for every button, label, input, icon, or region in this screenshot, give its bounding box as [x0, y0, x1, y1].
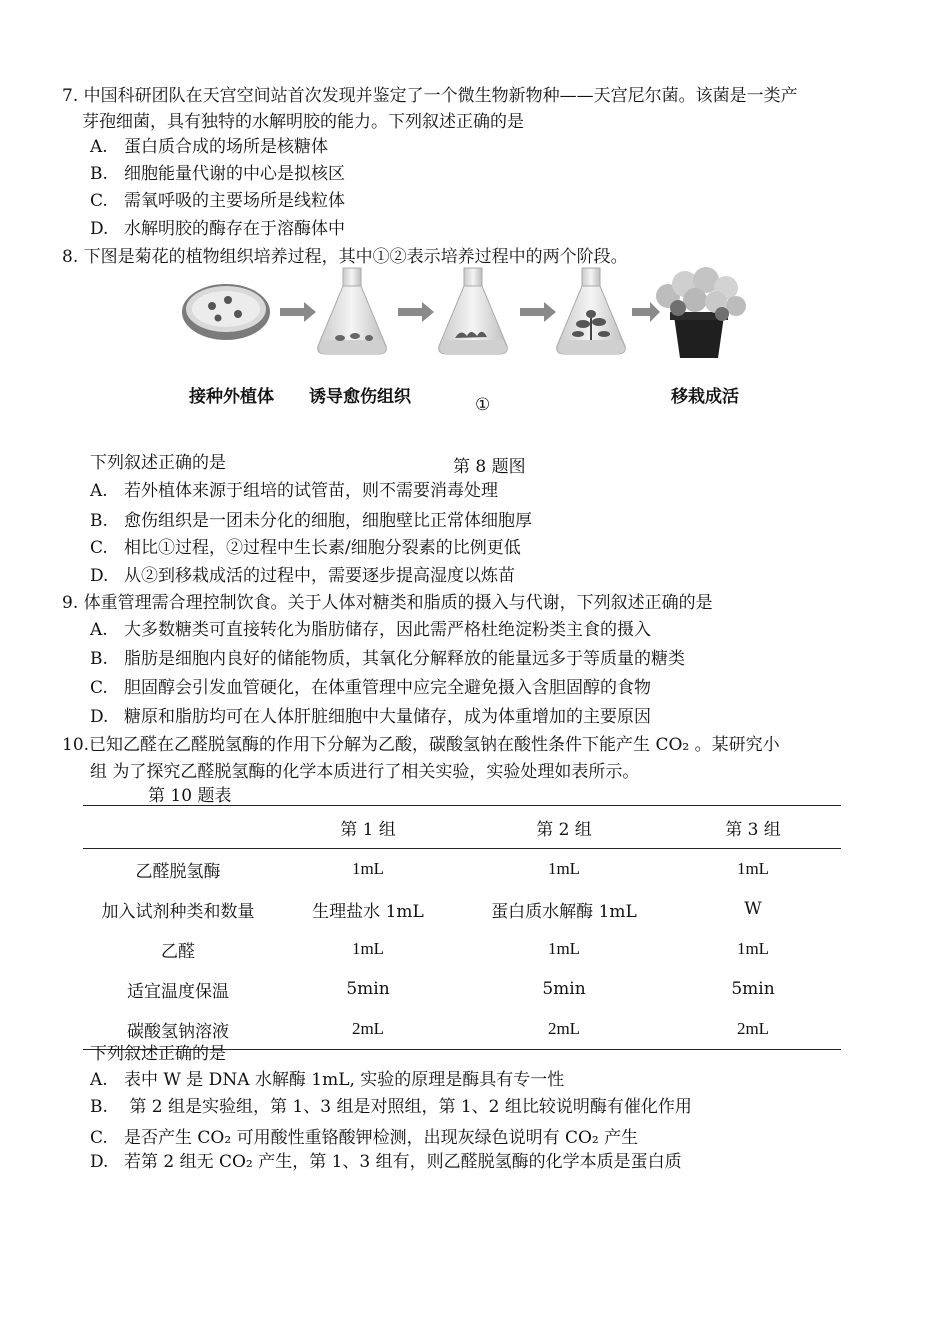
q9-option-a: A. 大多数糖类可直接转化为脂肪储存，因此需严格杜绝淀粉类主食的摄入 [90, 620, 651, 640]
fig8-label-transplant: 移栽成活 [671, 387, 739, 407]
q9-option-c: C. 胆固醇会引发血管硬化，在体重管理中应完全避免摄入含胆固醇的食物 [90, 678, 651, 698]
table-row [83, 849, 841, 890]
q10-stem-line2: 组 为了探究乙醛脱氢酶的化学本质进行了相关实验，实验处理如表所示。 [90, 762, 640, 782]
fig8-label-callus: 诱导愈伤组织 [309, 387, 411, 407]
table-cell: 加入试剂种类和数量 [101, 901, 255, 922]
q8-figure-caption: 第 8 题图 [453, 457, 526, 477]
table-cell: 蛋白质水解酶 1mL [491, 901, 637, 922]
petri-dish-icon [182, 284, 270, 340]
potted-chrysanthemum-icon [656, 267, 746, 358]
flask-callus-icon [318, 268, 387, 354]
table-header-row [83, 806, 841, 849]
table-cell: 1mL [351, 939, 385, 958]
q10-question: 下列叙述正确的是 [90, 1044, 226, 1064]
table-cell: 5min [542, 979, 586, 999]
table-cell: 5min [731, 979, 775, 999]
table-header-cell [83, 806, 273, 849]
table-row [83, 889, 841, 929]
table-header-cell: 第 2 组 [463, 806, 665, 849]
q8-stem: 8. 下图是菊花的植物组织培养过程，其中①②表示培养过程中的两个阶段。 [62, 247, 628, 267]
table-cell: 1mL [351, 859, 385, 878]
q7-stem-line1: 7. 中国科研团队在天宫空间站首次发现并鉴定了一个微生物新物种——天宫尼尔菌。该菌是一类产 [62, 86, 798, 106]
q10-option-b: B. 第 2 组是实验组，第 1、3 组是对照组，第 1、2 组比较说明酶有催化作用 [90, 1097, 692, 1117]
q10-stem-line1: 10.已知乙醛在乙醛脱氢酶的作用下分解为乙酸，碳酸氢钠在酸性条件下能产生 CO₂ 。某研究小 [62, 735, 780, 755]
arrow-right-icon [632, 302, 660, 322]
arrow-right-icon [520, 302, 556, 322]
table-cell: 碳酸氢钠溶液 [83, 1009, 273, 1050]
arrow-right-icon [398, 302, 434, 322]
table-cell: 1mL [547, 859, 581, 878]
q7-stem-line2: 芽孢细菌，具有独特的水解明胶的能力。下列叙述正确的是 [82, 112, 524, 132]
q10-option-d: D. 若第 2 组无 CO₂ 产生，第 1、3 组有，则乙醛脱氢酶的化学本质是蛋白质 [90, 1152, 682, 1172]
q8-option-d: D. 从②到移栽成活的过程中，需要逐步提高湿度以炼苗 [90, 566, 515, 586]
q9-option-d: D. 糖原和脂肪均可在人体肝脏细胞中大量储存，成为体重增加的主要原因 [90, 707, 651, 727]
table-cell: 2mL [665, 1009, 841, 1050]
fig8-label-inoculate: 接种外植体 [189, 387, 274, 407]
flask-shoot-icon [439, 268, 508, 354]
arrow-right-icon [280, 302, 316, 322]
q10-experiment-table [83, 805, 841, 1050]
table-cell: 2mL [463, 1009, 665, 1050]
table-row [83, 929, 841, 969]
table-cell: 乙醛 [161, 941, 195, 962]
q7-option-d: D. 水解明胶的酶存在于溶酶体中 [90, 219, 345, 239]
table-cell: 适宜温度保温 [127, 981, 229, 1002]
q8-option-c: C. 相比①过程，②过程中生长素/细胞分裂素的比例更低 [90, 538, 521, 558]
flask-plantlet-icon [557, 268, 626, 354]
table-cell: W [744, 899, 762, 919]
tissue-culture-figure [180, 266, 770, 366]
fig8-label-stage1: ① [475, 395, 491, 415]
table-row [83, 969, 841, 1009]
table-header-cell: 第 1 组 [273, 806, 463, 849]
table-cell: 1mL [736, 939, 770, 958]
q7-option-c: C. 需氧呼吸的主要场所是线粒体 [90, 191, 345, 211]
table-cell: 1mL [547, 939, 581, 958]
q8-question: 下列叙述正确的是 [90, 453, 226, 473]
table-cell: 5min [346, 979, 390, 999]
q8-option-a: A. 若外植体来源于组培的试管苗，则不需要消毒处理 [90, 481, 498, 501]
table-cell: 生理盐水 1mL [312, 901, 424, 922]
q7-option-b: B. 细胞能量代谢的中心是拟核区 [90, 164, 345, 184]
table-cell: 1mL [736, 859, 770, 878]
table-cell: 2mL [273, 1009, 463, 1050]
q8-option-b: B. 愈伤组织是一团未分化的细胞，细胞壁比正常体细胞厚 [90, 511, 532, 531]
q9-option-b: B. 脂肪是细胞内良好的储能物质，其氧化分解释放的能量远多于等质量的糖类 [90, 649, 685, 669]
q9-stem: 9. 体重管理需合理控制饮食。关于人体对糖类和脂质的摄入与代谢，下列叙述正确的是 [62, 593, 713, 613]
q10-option-a: A. 表中 W 是 DNA 水解酶 1mL, 实验的原理是酶具有专一性 [90, 1070, 565, 1090]
q10-option-c: C. 是否产生 CO₂ 可用酸性重铬酸钾检测，出现灰绿色说明有 CO₂ 产生 [90, 1128, 639, 1148]
q10-table-caption: 第 10 题表 [148, 786, 232, 806]
q7-option-a: A. 蛋白质合成的场所是核糖体 [90, 137, 328, 157]
table-header-cell: 第 3 组 [665, 806, 841, 849]
table-cell: 乙醛脱氢酶 [135, 861, 221, 882]
